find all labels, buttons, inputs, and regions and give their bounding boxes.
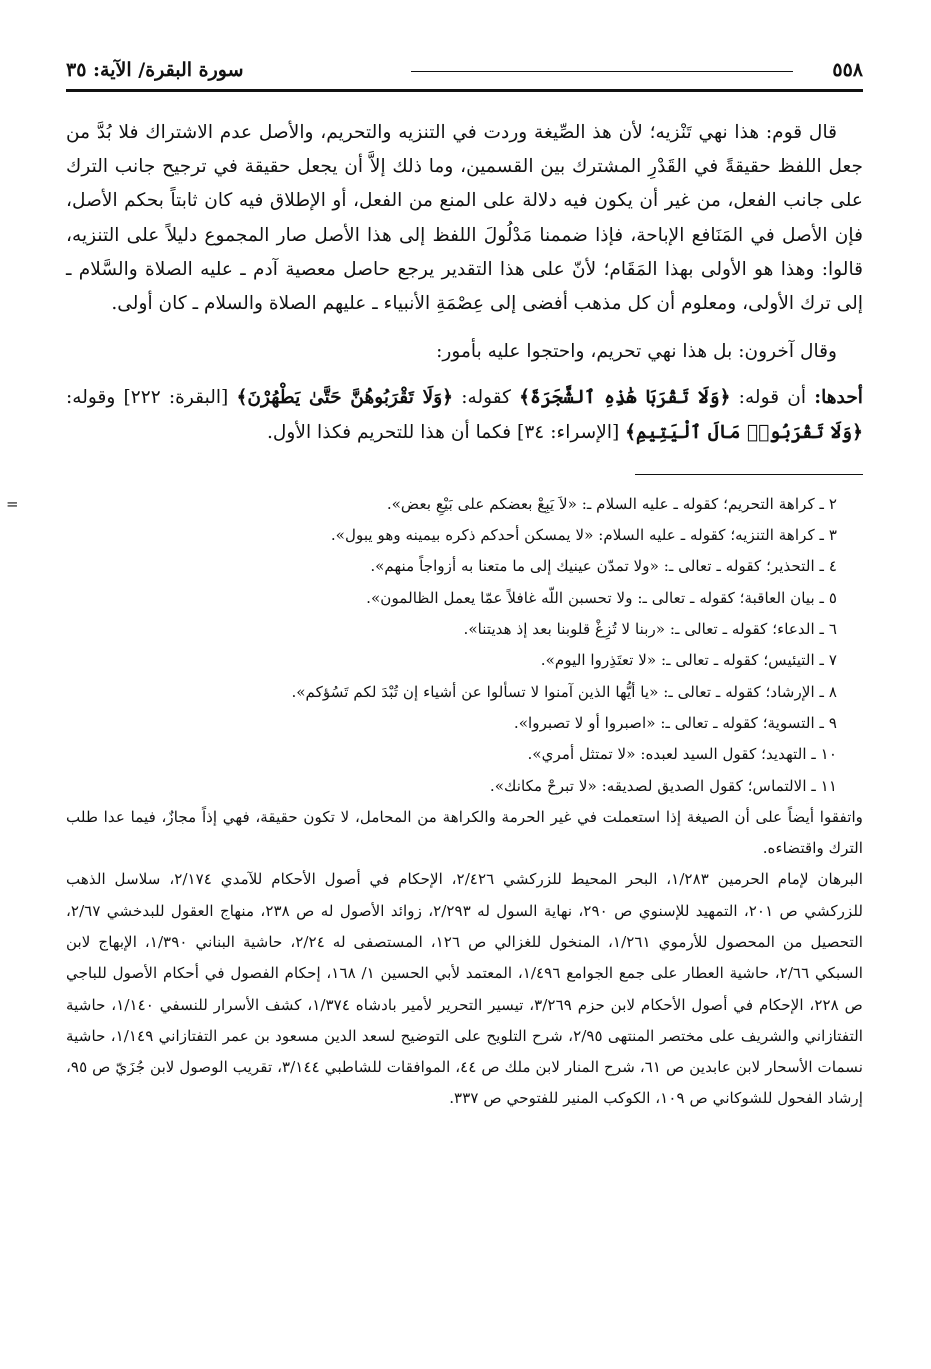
footnote-continuation-mark: =	[6, 494, 19, 513]
running-title: سورة البقرة/ الآية: ٣٥	[66, 59, 244, 81]
argument-lead: أحدها:	[814, 387, 863, 409]
paragraph-first-argument	[66, 381, 863, 449]
paragraph-first-opinion: قال قوم: هذا نهي تَنْزيه؛ لأن هذ الصِّيغة وردت في التنزيه والتحريم، والأصل عدم الاشتراك فلا بُدَّ من جعل اللفظ حقيقةً في القَدْرِ المشترك بين القسمين، وما ذلك إلاَّ أن يجعل حقيقة في ترجيح جانب الترك على جانب الفعل، من غير أن يكون فيه دلالة على المنع من الفعل، أو الإطلاق فيه كان ثابتاً بحكم الأصل، فإن الأصل في المَنَافع الإباحة، فإذا ضممنا مَدْلُولَ اللفظ إلى هذا الأصل صار المجموع دليلاً على التنزيه، قالوا: وهذا هو الأولى بهذا المَقَام؛ لأنّ على هذا التقدير يرجع حاصل معصية آدم ـ عليه الصلاة والسَّلام ـ إلى ترك الأولى، ومعلوم أن كل مذهب أفضى إلى عِصْمَةِ الأنبياء ـ عليهم الصلاة والسلام ـ كان أولى.	[66, 122, 863, 315]
footnote-item: ٧ ـ التيئيس؛ كقوله ـ تعالى ـ: «لا تعتَذِروا اليوم».	[540, 651, 837, 670]
quran-quote-2: ﴿وَلَا تَقْرَبُوهُنَّ حَتَّىٰ يَطْهُرْنَ﴾	[236, 387, 454, 409]
footnote-item: ٩ ـ التسوية؛ كقوله ـ تعالى ـ: «اصبروا أو لا تصبروا».	[513, 713, 837, 732]
page-number: ٥٥٨	[832, 59, 863, 81]
header-rule	[411, 71, 793, 72]
footnote-item: ٣ ـ كراهة التنزيه؛ كقوله ـ عليه السلام: «لا يمسكن أحدكم ذكره بيمينه وهو يبول».	[330, 526, 837, 545]
footnote-item: ٤ ـ التحذير؛ كقوله ـ تعالى ـ: «ولا تمدّن عينيك إلى ما متعنا به أزواجاً منهم».	[370, 557, 837, 576]
footnote-item: ٥ ـ بيان العاقبة؛ كقوله ـ تعالى ـ: ولا تحسبن اللّه غافلاً عمّا يعمل الظالمون».	[366, 588, 837, 607]
footnote-item: ١١ ـ الالتماس؛ كقول الصديق لصديقه: «لا تبرحْ مكانك».	[489, 776, 837, 795]
argument-text-b: كقوله:	[453, 387, 520, 409]
footnote-item: ١٠ ـ التهديد؛ كقول السيد لعبده: «لا تمتثل أمري».	[527, 745, 837, 764]
quran-quote-1: ﴿وَلَا تَقْرَبَا هَٰذِهِ ٱلشَّجَرَةَ﴾	[519, 387, 731, 409]
quran-quote-3: ﴿وَلَا تَقْرَبُوا۟ مَالَ ٱلْيَتِيمِ﴾	[625, 421, 863, 443]
page-header	[66, 55, 863, 92]
footnote-conclusion: واتفقوا أيضاً على أن الصيغة إذا استعملت في غير الحرمة والكراهة من المحامل، لا تكون حقيقة، فهي إذاً مجازٌ، فيما عدا طلب الترك واقتضاءه.	[66, 807, 863, 858]
footnote-divider	[635, 474, 863, 475]
book-page	[6, 55, 864, 1355]
argument-text-c: [البقرة: ٢٢٢] وقوله:	[66, 387, 237, 409]
footnote-references: البرهان لإمام الحرمين ١/٢٨٣، البحر المحيط للزركشي ٢/٤٢٦، الإحكام في أصول الأحكام للآمدي ٢/١٧٤، سلاسل الذهب للزركشي ص ٢٠١، التمهيد للإسنوي ص ٢٩٠، نهاية السول له ٢/٢٩٣، زوائد الأصول له ص ٢٣٨، منهاج العقول للبدخشي ٢/٦٧، التحصيل من المحصول للأرموي ١/٢٦١، المنخول للغزالي ص ١٢٦، المستصفى له ٢/٢٤، حاشية البناني ١/٣٩٠، الإبهاج لابن السبكي ٢/٦٦، حاشية العطار على جمع الجوامع ١/٤٩٦، المعتمد لأبي الحسين ١/ ١٦٨، إحكام الفصول في أحكام الأصول للباجي ص ٢٢٨، الإحكام في أصول الأحكام لابن حزم ٣/٢٦٩، تيسير التحرير لأمير بادشاه ١/٣٧٤، كشف الأسرار للنسفي ١/١٤٠، حاشية التفتازاني والشريف على مختصر المنتهى ٢/٩٥، شرح التلويح على التوضيح لسعد الدين مسعود بن عمر التفتازاني ١/١٤٩، حاشية نسمات الأسحار لابن عابدين ص ٦١، شرح المنار لابن ملك ص ٤٤، الموافقات للشاطبي ٣/١٤٤، تقريب الوصول لابن جُزَيّ ص ٩٥، إرشاد الفحول للشوكاني ص ١٠٩، الكوكب المنير للفتوحي ص ٣٣٧.	[66, 870, 864, 1108]
argument-text-d: [الإسراء: ٣٤] فكما أن هذا للتحريم فكذا الأول.	[266, 421, 626, 443]
footnotes	[6, 489, 864, 1115]
footnote-item: ٢ ـ كراهة التحريم؛ كقوله ـ عليه السلام ـ: «لاَ يَبِعْ بعضكم على بَيْعِ بعض».	[386, 494, 837, 513]
footnote-list	[6, 489, 863, 802]
footnote-item: ٦ ـ الدعاء؛ كقوله ـ تعالى ـ: «ربنا لا تُزِغْ قلوبنا بعد إذ هديتنا».	[463, 620, 837, 639]
argument-text-a: أن قوله:	[730, 387, 815, 409]
paragraph-second-opinion: وقال آخرون: بل هذا نهي تحريم، واحتجوا عليه بأمور:	[436, 341, 837, 363]
footnote-item: ٨ ـ الإرشاد؛ كقوله ـ تعالى ـ: «يا أيُّها الذين آمنوا لا تسألوا عن أشياء إن تُبْدَ لكم تَسُؤكم».	[291, 682, 837, 701]
main-text	[66, 116, 863, 450]
